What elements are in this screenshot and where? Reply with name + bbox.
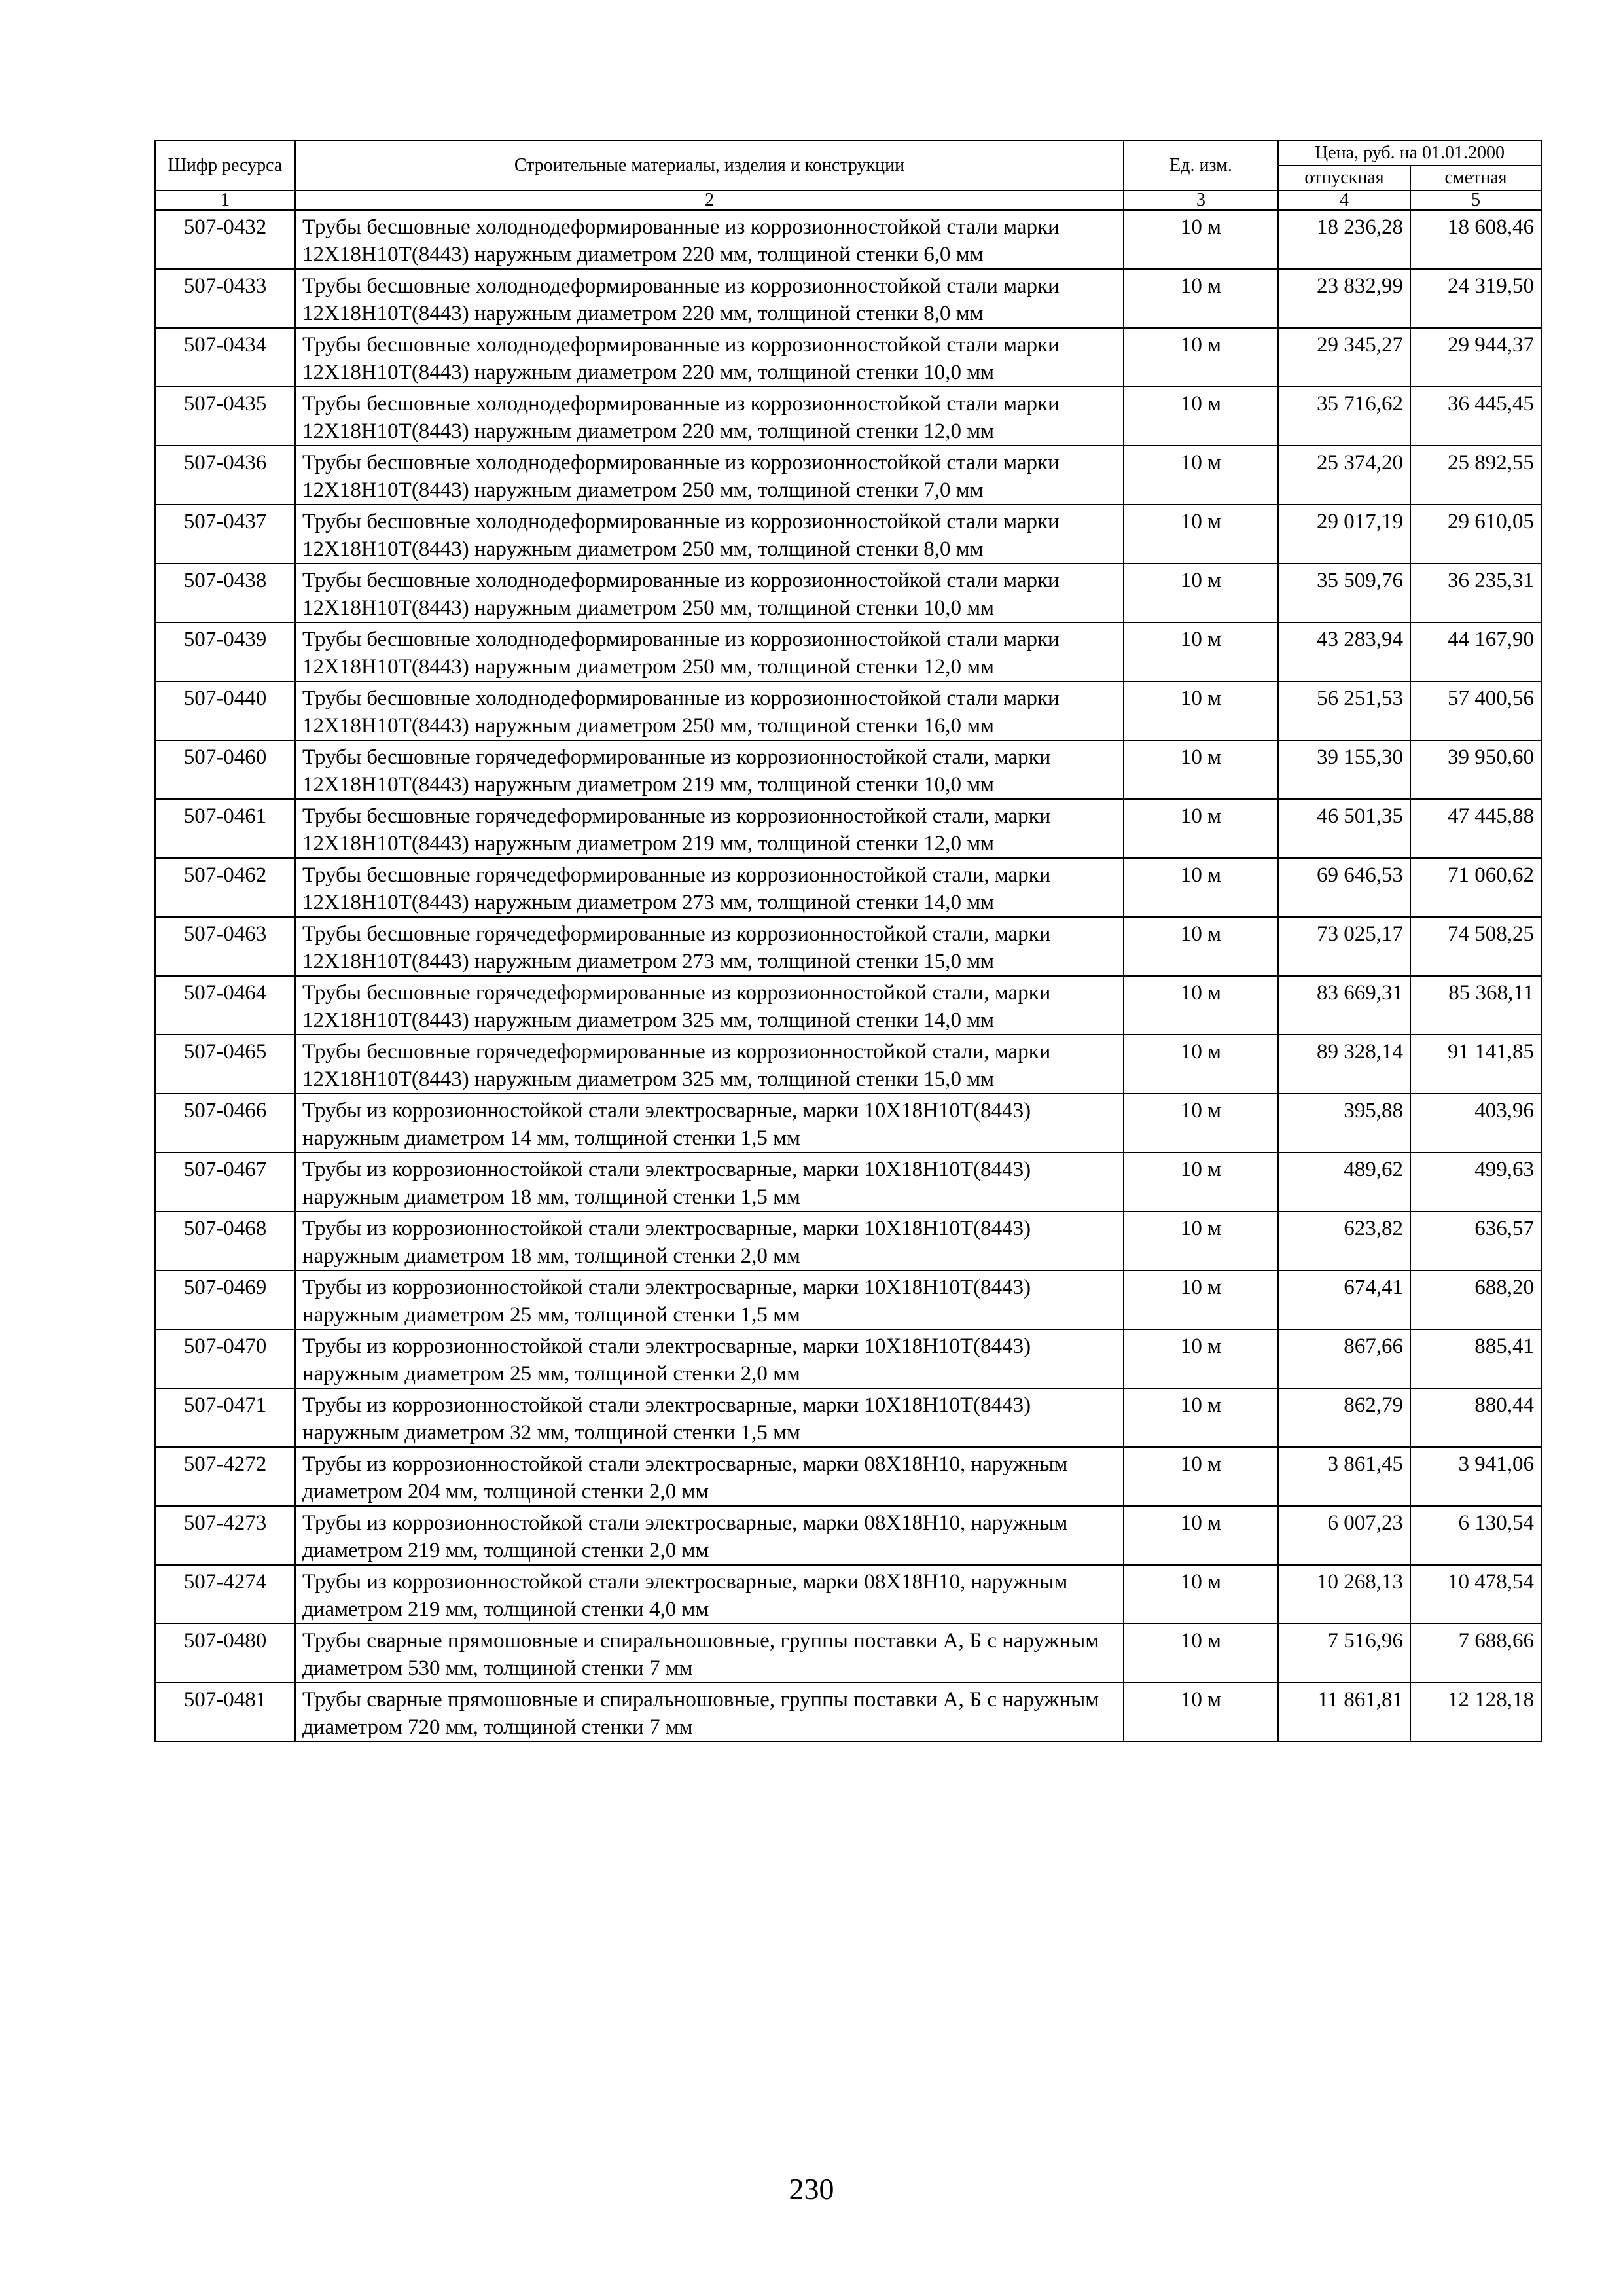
price-release: 29 345,27 xyxy=(1278,328,1410,387)
price-release: 674,41 xyxy=(1278,1270,1410,1329)
price-estimate: 47 445,88 xyxy=(1410,799,1541,858)
price-estimate: 39 950,60 xyxy=(1410,740,1541,799)
price-release: 395,88 xyxy=(1278,1094,1410,1153)
header-price-release: отпускная xyxy=(1278,166,1410,190)
unit-of-measure: 10 м xyxy=(1124,1447,1278,1506)
price-release: 89 328,14 xyxy=(1278,1035,1410,1094)
material-name: Трубы из коррозионностойкой стали электросварные, марки 10Х18Н10Т(8443) наружным диаметром 18 мм, толщиной стенки 1,5 мм xyxy=(295,1153,1124,1211)
table-row xyxy=(155,858,1541,917)
unit-of-measure: 10 м xyxy=(1124,564,1278,622)
resource-code: 507-0469 xyxy=(155,1270,295,1329)
price-release: 23 832,99 xyxy=(1278,269,1410,328)
header-name: Строительные материалы, изделия и конструкции xyxy=(295,141,1124,190)
table-row xyxy=(155,740,1541,799)
price-estimate: 74 508,25 xyxy=(1410,917,1541,976)
unit-of-measure: 10 м xyxy=(1124,1153,1278,1211)
table-row xyxy=(155,1683,1541,1742)
table-row xyxy=(155,799,1541,858)
header-num-5: 5 xyxy=(1410,190,1541,210)
resource-code: 507-0467 xyxy=(155,1153,295,1211)
price-release: 7 516,96 xyxy=(1278,1624,1410,1683)
unit-of-measure: 10 м xyxy=(1124,917,1278,976)
table-row xyxy=(155,1506,1541,1565)
resource-code: 507-4272 xyxy=(155,1447,295,1506)
material-name: Трубы бесшовные холоднодеформированные из коррозионностойкой стали марки 12Х18Н10Т(8443) наружным диаметром 250 мм, толщиной стенки 8,0 мм xyxy=(295,505,1124,564)
price-table-body xyxy=(155,210,1541,1742)
unit-of-measure: 10 м xyxy=(1124,681,1278,740)
material-name: Трубы бесшовные холоднодеформированные из коррозионностойкой стали марки 12Х18Н10Т(8443) наружным диаметром 220 мм, толщиной стенки 6,0 мм xyxy=(295,210,1124,269)
table-row xyxy=(155,446,1541,505)
material-name: Трубы бесшовные горячедеформированные из коррозионностойкой стали, марки 12Х18Н10Т(8443) наружным диаметром 325 мм, толщиной стенки 14,0 мм xyxy=(295,976,1124,1035)
resource-code: 507-0439 xyxy=(155,622,295,681)
unit-of-measure: 10 м xyxy=(1124,1329,1278,1388)
material-name: Трубы бесшовные холоднодеформированные из коррозионностойкой стали марки 12Х18Н10Т(8443) наружным диаметром 220 мм, толщиной стенки 10,0 мм xyxy=(295,328,1124,387)
table-row xyxy=(155,328,1541,387)
unit-of-measure: 10 м xyxy=(1124,799,1278,858)
resource-code: 507-0481 xyxy=(155,1683,295,1742)
material-name: Трубы бесшовные горячедеформированные из коррозионностойкой стали, марки 12Х18Н10Т(8443) наружным диаметром 219 мм, толщиной стенки 12,0 мм xyxy=(295,799,1124,858)
price-release: 6 007,23 xyxy=(1278,1506,1410,1565)
material-name: Трубы бесшовные горячедеформированные из коррозионностойкой стали, марки 12Х18Н10Т(8443) наружным диаметром 219 мм, толщиной стенки 10,0 мм xyxy=(295,740,1124,799)
material-name: Трубы бесшовные холоднодеформированные из коррозионностойкой стали марки 12Х18Н10Т(8443) наружным диаметром 250 мм, толщиной стенки 16,0 мм xyxy=(295,681,1124,740)
header-num-4: 4 xyxy=(1278,190,1410,210)
resource-code: 507-0434 xyxy=(155,328,295,387)
material-name: Трубы сварные прямошовные и спиральношовные, группы поставки А, Б с наружным диаметром 720 мм, толщиной стенки 7 мм xyxy=(295,1683,1124,1742)
price-release: 25 374,20 xyxy=(1278,446,1410,505)
price-estimate: 29 944,37 xyxy=(1410,328,1541,387)
price-release: 69 646,53 xyxy=(1278,858,1410,917)
table-row xyxy=(155,1270,1541,1329)
price-release: 46 501,35 xyxy=(1278,799,1410,858)
table-row xyxy=(155,1565,1541,1624)
table-row xyxy=(155,1094,1541,1153)
unit-of-measure: 10 м xyxy=(1124,1683,1278,1742)
price-release: 867,66 xyxy=(1278,1329,1410,1388)
material-name: Трубы бесшовные холоднодеформированные из коррозионностойкой стали марки 12Х18Н10Т(8443) наружным диаметром 220 мм, толщиной стенки 12,0 мм xyxy=(295,387,1124,446)
material-name: Трубы из коррозионностойкой стали электросварные, марки 10Х18Н10Т(8443) наружным диаметром 18 мм, толщиной стенки 2,0 мм xyxy=(295,1211,1124,1270)
unit-of-measure: 10 м xyxy=(1124,1270,1278,1329)
price-release: 39 155,30 xyxy=(1278,740,1410,799)
material-name: Трубы из коррозионностойкой стали электросварные, марки 08Х18Н10, наружным диаметром 219 мм, толщиной стенки 2,0 мм xyxy=(295,1506,1124,1565)
table-row xyxy=(155,387,1541,446)
resource-code: 507-0438 xyxy=(155,564,295,622)
price-release: 862,79 xyxy=(1278,1388,1410,1447)
price-estimate: 29 610,05 xyxy=(1410,505,1541,564)
resource-code: 507-4274 xyxy=(155,1565,295,1624)
unit-of-measure: 10 м xyxy=(1124,622,1278,681)
resource-code: 507-0433 xyxy=(155,269,295,328)
material-name: Трубы из коррозионностойкой стали электросварные, марки 08Х18Н10, наружным диаметром 219 мм, толщиной стенки 4,0 мм xyxy=(295,1565,1124,1624)
header-num-2: 2 xyxy=(295,190,1124,210)
price-release: 3 861,45 xyxy=(1278,1447,1410,1506)
unit-of-measure: 10 м xyxy=(1124,1565,1278,1624)
unit-of-measure: 10 м xyxy=(1124,328,1278,387)
price-estimate: 36 235,31 xyxy=(1410,564,1541,622)
material-name: Трубы из коррозионностойкой стали электросварные, марки 08Х18Н10, наружным диаметром 204 мм, толщиной стенки 2,0 мм xyxy=(295,1447,1124,1506)
unit-of-measure: 10 м xyxy=(1124,1388,1278,1447)
material-name: Трубы бесшовные горячедеформированные из коррозионностойкой стали, марки 12Х18Н10Т(8443) наружным диаметром 273 мм, толщиной стенки 14,0 мм xyxy=(295,858,1124,917)
unit-of-measure: 10 м xyxy=(1124,269,1278,328)
resource-code: 507-0462 xyxy=(155,858,295,917)
price-estimate: 71 060,62 xyxy=(1410,858,1541,917)
price-release: 73 025,17 xyxy=(1278,917,1410,976)
resource-code: 507-0464 xyxy=(155,976,295,1035)
price-estimate: 688,20 xyxy=(1410,1270,1541,1329)
price-estimate: 3 941,06 xyxy=(1410,1447,1541,1506)
price-release: 11 861,81 xyxy=(1278,1683,1410,1742)
resource-code: 507-0466 xyxy=(155,1094,295,1153)
material-name: Трубы сварные прямошовные и спиральношовные, группы поставки А, Б с наружным диаметром 530 мм, толщиной стенки 7 мм xyxy=(295,1624,1124,1683)
page-number: 230 xyxy=(789,2172,834,2206)
price-estimate: 403,96 xyxy=(1410,1094,1541,1153)
resource-code: 507-0471 xyxy=(155,1388,295,1447)
unit-of-measure: 10 м xyxy=(1124,210,1278,269)
price-estimate: 885,41 xyxy=(1410,1329,1541,1388)
price-release: 35 716,62 xyxy=(1278,387,1410,446)
table-row xyxy=(155,210,1541,269)
price-release: 83 669,31 xyxy=(1278,976,1410,1035)
unit-of-measure: 10 м xyxy=(1124,1211,1278,1270)
price-estimate: 7 688,66 xyxy=(1410,1624,1541,1683)
table-row xyxy=(155,1211,1541,1270)
unit-of-measure: 10 м xyxy=(1124,1624,1278,1683)
price-release: 43 283,94 xyxy=(1278,622,1410,681)
table-row xyxy=(155,505,1541,564)
price-release: 29 017,19 xyxy=(1278,505,1410,564)
resource-code: 507-0435 xyxy=(155,387,295,446)
table-row xyxy=(155,681,1541,740)
table-row xyxy=(155,1153,1541,1211)
material-name: Трубы бесшовные горячедеформированные из коррозионностойкой стали, марки 12Х18Н10Т(8443) наружным диаметром 273 мм, толщиной стенки 15,0 мм xyxy=(295,917,1124,976)
price-estimate: 12 128,18 xyxy=(1410,1683,1541,1742)
unit-of-measure: 10 м xyxy=(1124,505,1278,564)
resource-code: 507-0432 xyxy=(155,210,295,269)
resource-code: 507-0437 xyxy=(155,505,295,564)
table-row xyxy=(155,917,1541,976)
price-table xyxy=(154,140,1542,1742)
material-name: Трубы бесшовные холоднодеформированные из коррозионностойкой стали марки 12Х18Н10Т(8443) наружным диаметром 250 мм, толщиной стенки 10,0 мм xyxy=(295,564,1124,622)
price-estimate: 91 141,85 xyxy=(1410,1035,1541,1094)
material-name: Трубы бесшовные горячедеформированные из коррозионностойкой стали, марки 12Х18Н10Т(8443) наружным диаметром 325 мм, толщиной стенки 15,0 мм xyxy=(295,1035,1124,1094)
table-row xyxy=(155,1035,1541,1094)
price-release: 489,62 xyxy=(1278,1153,1410,1211)
table-row xyxy=(155,1329,1541,1388)
price-estimate: 6 130,54 xyxy=(1410,1506,1541,1565)
resource-code: 507-0440 xyxy=(155,681,295,740)
unit-of-measure: 10 м xyxy=(1124,1094,1278,1153)
unit-of-measure: 10 м xyxy=(1124,446,1278,505)
resource-code: 507-0461 xyxy=(155,799,295,858)
price-estimate: 24 319,50 xyxy=(1410,269,1541,328)
resource-code: 507-0463 xyxy=(155,917,295,976)
resource-code: 507-0468 xyxy=(155,1211,295,1270)
table-row xyxy=(155,1624,1541,1683)
price-estimate: 25 892,55 xyxy=(1410,446,1541,505)
price-estimate: 18 608,46 xyxy=(1410,210,1541,269)
material-name: Трубы из коррозионностойкой стали электросварные, марки 10Х18Н10Т(8443) наружным диаметром 25 мм, толщиной стенки 1,5 мм xyxy=(295,1270,1124,1329)
header-num-3: 3 xyxy=(1124,190,1278,210)
price-estimate: 44 167,90 xyxy=(1410,622,1541,681)
material-name: Трубы бесшовные холоднодеформированные из коррозионностойкой стали марки 12Х18Н10Т(8443) наружным диаметром 250 мм, толщиной стенки 12,0 мм xyxy=(295,622,1124,681)
table-row xyxy=(155,1388,1541,1447)
price-estimate: 636,57 xyxy=(1410,1211,1541,1270)
unit-of-measure: 10 м xyxy=(1124,1506,1278,1565)
price-release: 623,82 xyxy=(1278,1211,1410,1270)
unit-of-measure: 10 м xyxy=(1124,387,1278,446)
material-name: Трубы из коррозионностойкой стали электросварные, марки 10Х18Н10Т(8443) наружным диаметром 14 мм, толщиной стенки 1,5 мм xyxy=(295,1094,1124,1153)
unit-of-measure: 10 м xyxy=(1124,858,1278,917)
price-release: 35 509,76 xyxy=(1278,564,1410,622)
table-row xyxy=(155,1447,1541,1506)
price-estimate: 10 478,54 xyxy=(1410,1565,1541,1624)
unit-of-measure: 10 м xyxy=(1124,1035,1278,1094)
unit-of-measure: 10 м xyxy=(1124,740,1278,799)
resource-code: 507-0460 xyxy=(155,740,295,799)
material-name: Трубы из коррозионностойкой стали электросварные, марки 10Х18Н10Т(8443) наружным диаметром 25 мм, толщиной стенки 2,0 мм xyxy=(295,1329,1124,1388)
unit-of-measure: 10 м xyxy=(1124,976,1278,1035)
price-release: 18 236,28 xyxy=(1278,210,1410,269)
resource-code: 507-0436 xyxy=(155,446,295,505)
material-name: Трубы бесшовные холоднодеформированные из коррозионностойкой стали марки 12Х18Н10Т(8443) наружным диаметром 250 мм, толщиной стенки 7,0 мм xyxy=(295,446,1124,505)
table-row xyxy=(155,564,1541,622)
price-estimate: 85 368,11 xyxy=(1410,976,1541,1035)
resource-code: 507-0470 xyxy=(155,1329,295,1388)
table-row xyxy=(155,976,1541,1035)
price-estimate: 36 445,45 xyxy=(1410,387,1541,446)
header-price: Цена, руб. на 01.01.2000 xyxy=(1278,141,1541,166)
header-code: Шифр ресурса xyxy=(155,141,295,190)
price-release: 10 268,13 xyxy=(1278,1565,1410,1624)
price-estimate: 499,63 xyxy=(1410,1153,1541,1211)
resource-code: 507-0480 xyxy=(155,1624,295,1683)
price-estimate: 57 400,56 xyxy=(1410,681,1541,740)
material-name: Трубы из коррозионностойкой стали электросварные, марки 10Х18Н10Т(8443) наружным диаметром 32 мм, толщиной стенки 1,5 мм xyxy=(295,1388,1124,1447)
price-release: 56 251,53 xyxy=(1278,681,1410,740)
price-table-header xyxy=(155,141,1541,210)
resource-code: 507-4273 xyxy=(155,1506,295,1565)
price-estimate: 880,44 xyxy=(1410,1388,1541,1447)
table-row xyxy=(155,269,1541,328)
header-num-1: 1 xyxy=(155,190,295,210)
table-row xyxy=(155,622,1541,681)
header-unit: Ед. изм. xyxy=(1124,141,1278,190)
resource-code: 507-0465 xyxy=(155,1035,295,1094)
material-name: Трубы бесшовные холоднодеформированные из коррозионностойкой стали марки 12Х18Н10Т(8443) наружным диаметром 220 мм, толщиной стенки 8,0 мм xyxy=(295,269,1124,328)
header-price-estimate: сметная xyxy=(1410,166,1541,190)
